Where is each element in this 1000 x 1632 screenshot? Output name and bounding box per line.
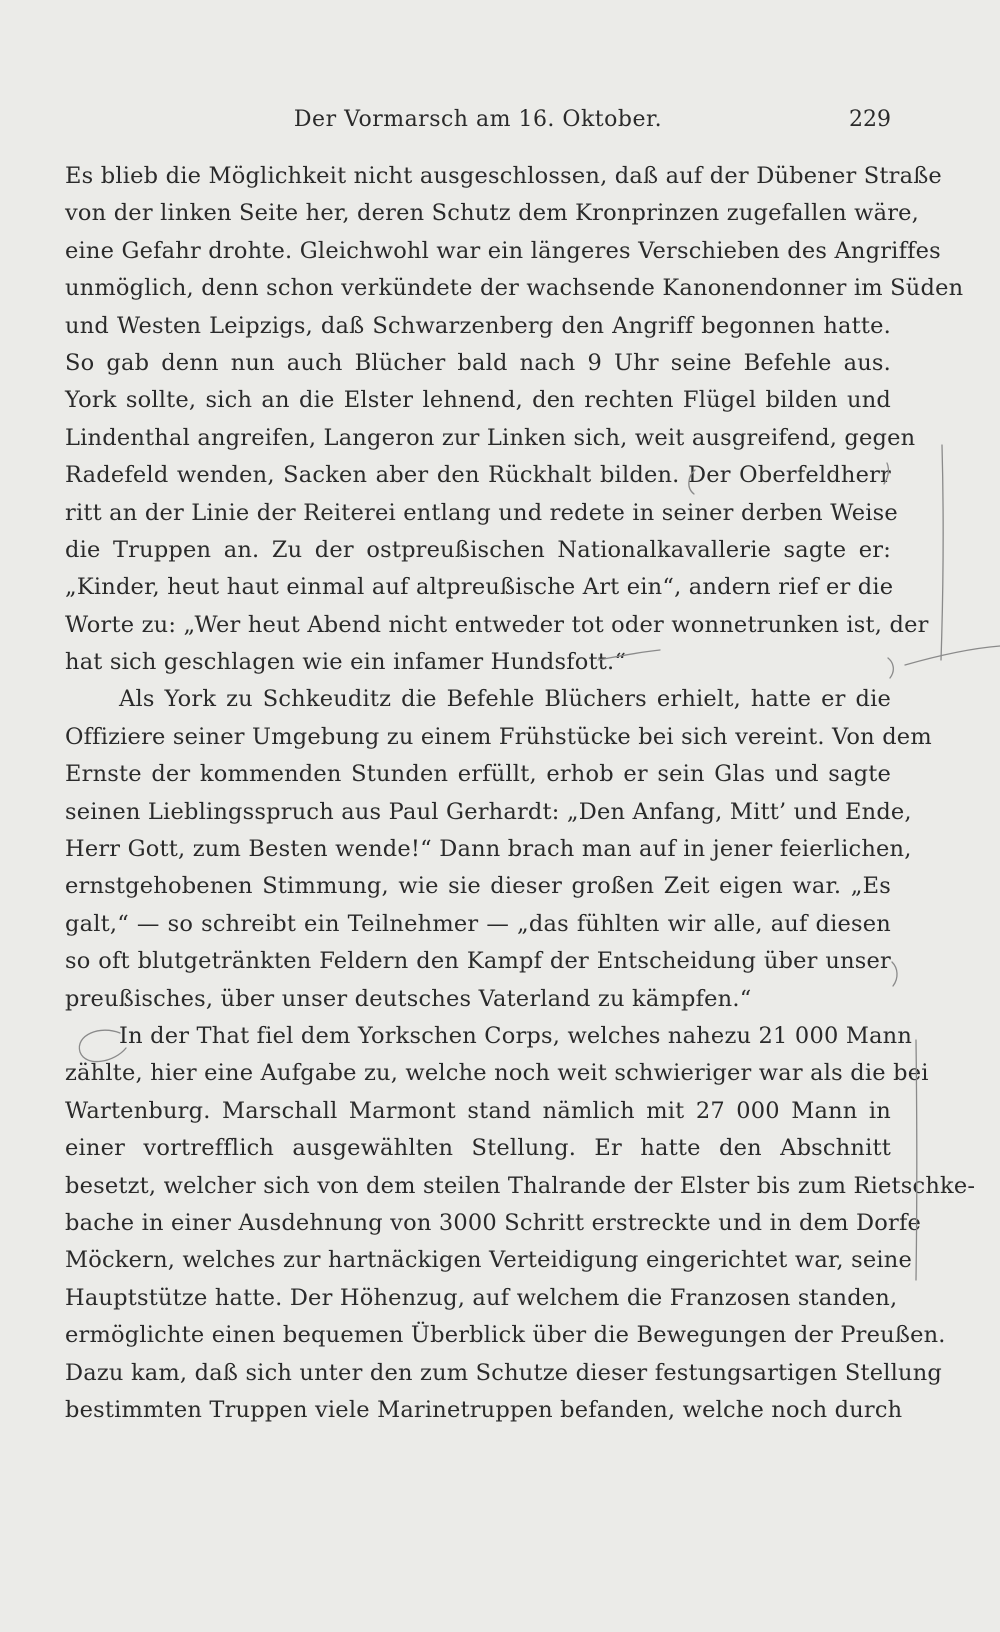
text-line: Worte zu: „Wer heut Abend nicht entweder tot oder wonnetrunken ist, der: [65, 611, 929, 638]
text-line: eine Gefahr drohte. Gleichwohl war ein längeres Verschieben des Angriffes: [65, 237, 941, 264]
page-header: [65, 103, 891, 143]
text-line: Als York zu Schkeuditz die Befehle Blüchers erhielt, hatte er die: [119, 686, 891, 713]
text-line: hat sich geschlagen wie ein infamer Hundsfott.“: [65, 649, 627, 676]
text-line: Möckern, welches zur hartnäckigen Verteidigung eingerichtet war, seine: [65, 1247, 913, 1274]
text-line: ermöglichte einen bequemen Überblick über die Bewegungen der Preußen.: [65, 1322, 946, 1349]
text-line: Es blieb die Möglichkeit nicht ausgeschlossen, daß auf der Dübener Straße: [65, 163, 942, 189]
text-line: Radefeld wenden, Sacken aber den Rückhalt bilden. Der Oberfeldherr: [65, 462, 891, 489]
text-line: bache in einer Ausdehnung von 3000 Schritt erstreckte und in dem Dorfe: [65, 1209, 922, 1236]
text-line: unmöglich, denn schon verkündete der wachsende Kanonendonner im Süden: [65, 275, 964, 302]
text-line: Hauptstütze hatte. Der Höhenzug, auf welchem die Franzosen standen,: [65, 1284, 898, 1311]
text-line: einer vortrefflich ausgewählten Stellung. Er hatte den Abschnitt: [65, 1135, 891, 1162]
text-line: York sollte, sich an die Elster lehnend, den rechten Flügel bilden und: [65, 387, 891, 414]
text-line: Lindenthal angreifen, Langeron zur Linken sich, weit ausgreifend, gegen: [65, 424, 916, 451]
pencil-line-to-margin: [905, 646, 1000, 665]
text-line: ritt an der Linie der Reiterei entlang und redete in seiner derben Weise: [65, 499, 898, 526]
text-line: bestimmten Truppen viele Marinetruppen befanden, welche noch durch: [65, 1396, 903, 1423]
text-line: Wartenburg. Marschall Marmont stand nämlich mit 27 000 Mann in: [65, 1097, 891, 1124]
text-line: so oft blutgetränkten Feldern den Kampf der Entscheidung über unser: [65, 948, 891, 975]
text-line: zählte, hier eine Aufgabe zu, welche noch weit schwieriger war als die bei: [65, 1060, 929, 1087]
text-line: Offiziere seiner Umgebung zu einem Frühstücke bei sich vereint. Von dem: [65, 723, 932, 750]
text-line: galt,“ — so schreibt ein Teilnehmer — „das fühlten wir alle, auf diesen: [65, 910, 891, 937]
text-line: preußisches, über unser deutsches Vaterland zu kämpfen.“: [65, 985, 752, 1012]
body-text: [65, 158, 976, 1429]
text-line: Dazu kam, daß sich unter den zum Schutze dieser festungsartigen Stellung: [65, 1359, 942, 1386]
text-line: Herr Gott, zum Besten wende!“ Dann brach man auf in jener feierlichen,: [65, 836, 912, 863]
text-line: besetzt, welcher sich von dem steilen Thalrande der Elster bis zum Rietschke-: [65, 1172, 976, 1199]
pencil-tick-mark: [892, 962, 897, 986]
text-line: ernstgehobenen Stimmung, wie sie dieser großen Zeit eigen war. „Es: [65, 873, 891, 900]
running-title: Der Vormarsch am 16. Oktober.: [293, 107, 663, 132]
text-line: und Westen Leipzigs, daß Schwarzenberg den Angriff begonnen hatte.: [65, 312, 891, 339]
text-line: von der linken Seite her, deren Schutz dem Kronprinzen zugefallen wäre,: [65, 200, 920, 227]
page-number: 229: [849, 107, 891, 132]
text-line: In der That fiel dem Yorkschen Corps, welches nahezu 21 000 Mann: [119, 1022, 913, 1049]
text-line: seinen Lieblingsspruch aus Paul Gerhardt: „Den Anfang, Mitt’ und Ende,: [65, 798, 912, 825]
pencil-vertical-line: [941, 445, 943, 660]
text-line: So gab denn nun auch Blücher bald nach 9 Uhr seine Befehle aus.: [65, 349, 891, 376]
text-line: die Truppen an. Zu der ostpreußischen Nationalkavallerie sagte er:: [65, 536, 891, 563]
text-line: „Kinder, heut haut einmal auf altpreußische Art ein“, andern rief er die: [65, 574, 894, 601]
text-line: Ernste der kommenden Stunden erfüllt, erhob er sein Glas und sagte: [65, 761, 891, 788]
